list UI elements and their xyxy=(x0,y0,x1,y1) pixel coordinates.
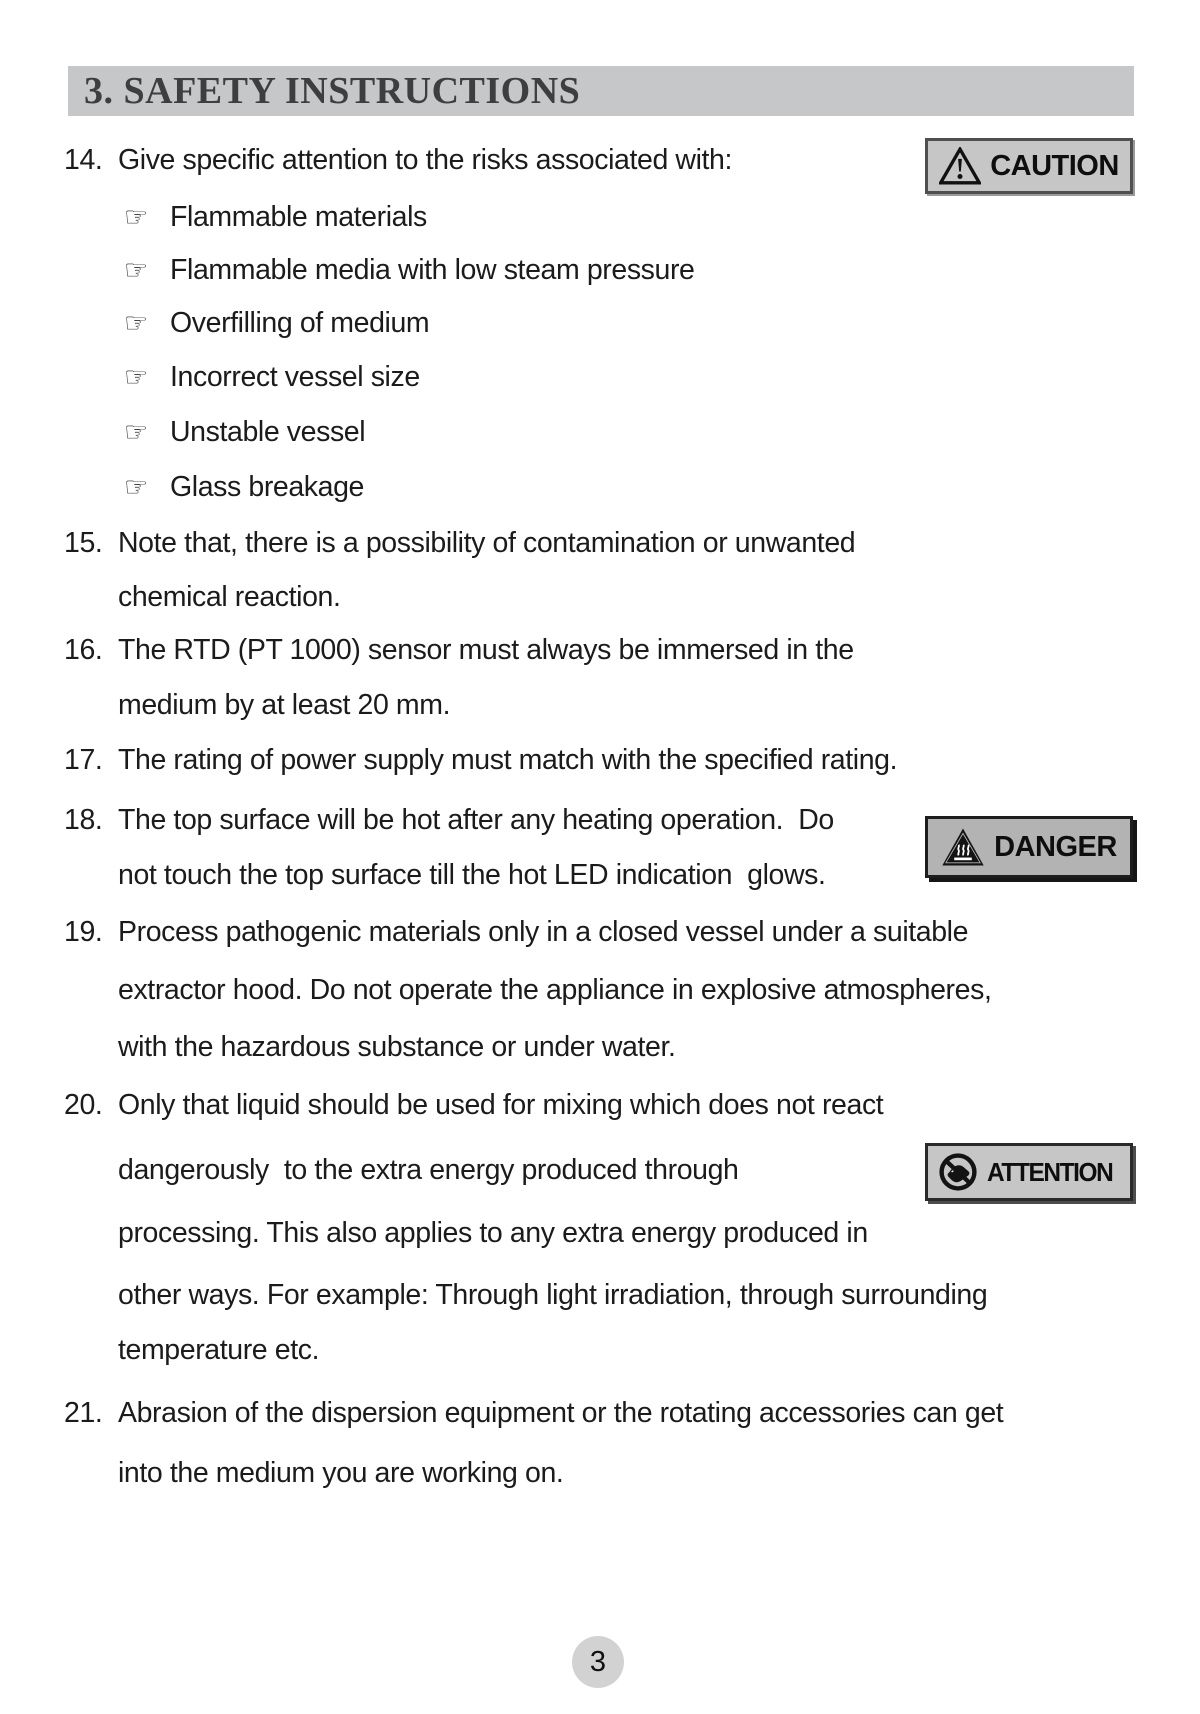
do-not-touch-icon xyxy=(938,1152,978,1192)
item-text: medium by at least 20 mm. xyxy=(118,689,451,721)
list-item-20-cont xyxy=(118,1330,319,1370)
item-number: 18. xyxy=(64,804,103,836)
pointing-hand-icon: ☞ xyxy=(124,308,148,339)
list-item-15 xyxy=(64,523,855,563)
pointing-hand-icon: ☞ xyxy=(124,472,148,503)
list-item-16 xyxy=(64,630,854,670)
item-text: processing. This also applies to any extra energy produced in xyxy=(118,1217,868,1249)
list-item-21-cont xyxy=(118,1453,563,1493)
bullet-text: Glass breakage xyxy=(170,471,365,503)
item-text: Note that, there is a possibility of contamination or unwanted xyxy=(118,527,856,559)
item-text: Abrasion of the dispersion equipment or the rotating accessories can get xyxy=(118,1397,1004,1429)
list-item-19-cont xyxy=(118,970,991,1010)
page-number: 3 xyxy=(589,1645,607,1678)
list-item-19-cont xyxy=(118,1027,676,1067)
attention-label: ATTENTION xyxy=(986,1156,1113,1187)
hot-surface-triangle-icon xyxy=(941,827,985,867)
list-item-18 xyxy=(64,800,834,840)
item-text: The RTD (PT 1000) sensor must always be immersed in the xyxy=(118,634,854,666)
list-item-15-cont xyxy=(118,577,340,617)
bullet-text: Incorrect vessel size xyxy=(170,361,420,393)
caution-label: CAUTION xyxy=(990,149,1119,182)
section-title: 3. SAFETY INSTRUCTIONS xyxy=(84,70,581,112)
list-item-14 xyxy=(64,140,732,180)
bullet-item xyxy=(124,197,427,237)
list-item-17 xyxy=(64,740,897,780)
bullet-item xyxy=(124,357,420,397)
bullet-text: Flammable materials xyxy=(170,201,427,233)
item-text: chemical reaction. xyxy=(118,581,341,613)
item-text: temperature etc. xyxy=(118,1334,320,1366)
caution-badge xyxy=(925,138,1133,194)
attention-badge xyxy=(925,1143,1133,1201)
bullet-item xyxy=(124,467,364,507)
item-number: 21. xyxy=(64,1397,103,1429)
item-text: The rating of power supply must match with the specified rating. xyxy=(118,744,898,776)
item-text: extractor hood. Do not operate the appliance in explosive atmospheres, xyxy=(118,974,992,1006)
section-header-bar xyxy=(68,66,1134,116)
list-item-18-cont xyxy=(118,855,826,895)
list-item-20-cont xyxy=(118,1275,987,1315)
item-text: into the medium you are working on. xyxy=(118,1457,564,1489)
item-text: Give specific attention to the risks associated with: xyxy=(118,144,733,176)
list-item-20 xyxy=(64,1085,883,1125)
bullet-item xyxy=(124,412,365,452)
bullet-item xyxy=(124,303,429,343)
page-number-badge xyxy=(572,1636,624,1688)
item-text: Only that liquid should be used for mixing which does not react xyxy=(118,1089,884,1121)
bullet-item xyxy=(124,250,695,290)
item-text: dangerously to the extra energy produced through xyxy=(118,1154,739,1186)
item-text: other ways. For example: Through light irradiation, through surrounding xyxy=(118,1279,988,1311)
danger-badge xyxy=(925,816,1133,878)
bullet-text: Flammable media with low steam pressure xyxy=(170,254,695,286)
list-item-20-cont xyxy=(118,1213,868,1253)
pointing-hand-icon: ☞ xyxy=(124,202,148,233)
item-number: 16. xyxy=(64,634,103,666)
list-item-21 xyxy=(64,1393,1003,1433)
list-item-20-cont xyxy=(118,1150,739,1190)
pointing-hand-icon: ☞ xyxy=(124,362,148,393)
item-text: Process pathogenic materials only in a closed vessel under a suitable xyxy=(118,916,969,948)
bullet-text: Unstable vessel xyxy=(170,416,366,448)
list-item-16-cont xyxy=(118,685,450,725)
danger-label: DANGER xyxy=(994,830,1117,863)
item-number: 17. xyxy=(64,744,103,776)
pointing-hand-icon: ☞ xyxy=(124,417,148,448)
item-number: 14. xyxy=(64,144,103,176)
pointing-hand-icon: ☞ xyxy=(124,255,148,286)
warning-triangle-icon xyxy=(939,147,981,185)
item-text: with the hazardous substance or under water. xyxy=(118,1031,676,1063)
item-text: The top surface will be hot after any heating operation. Do xyxy=(118,804,834,836)
item-text: not touch the top surface till the hot LED indication glows. xyxy=(118,859,826,891)
bullet-text: Overfilling of medium xyxy=(170,307,430,339)
item-number: 19. xyxy=(64,916,103,948)
item-number: 20. xyxy=(64,1089,103,1121)
list-item-19 xyxy=(64,912,968,952)
item-number: 15. xyxy=(64,527,103,559)
